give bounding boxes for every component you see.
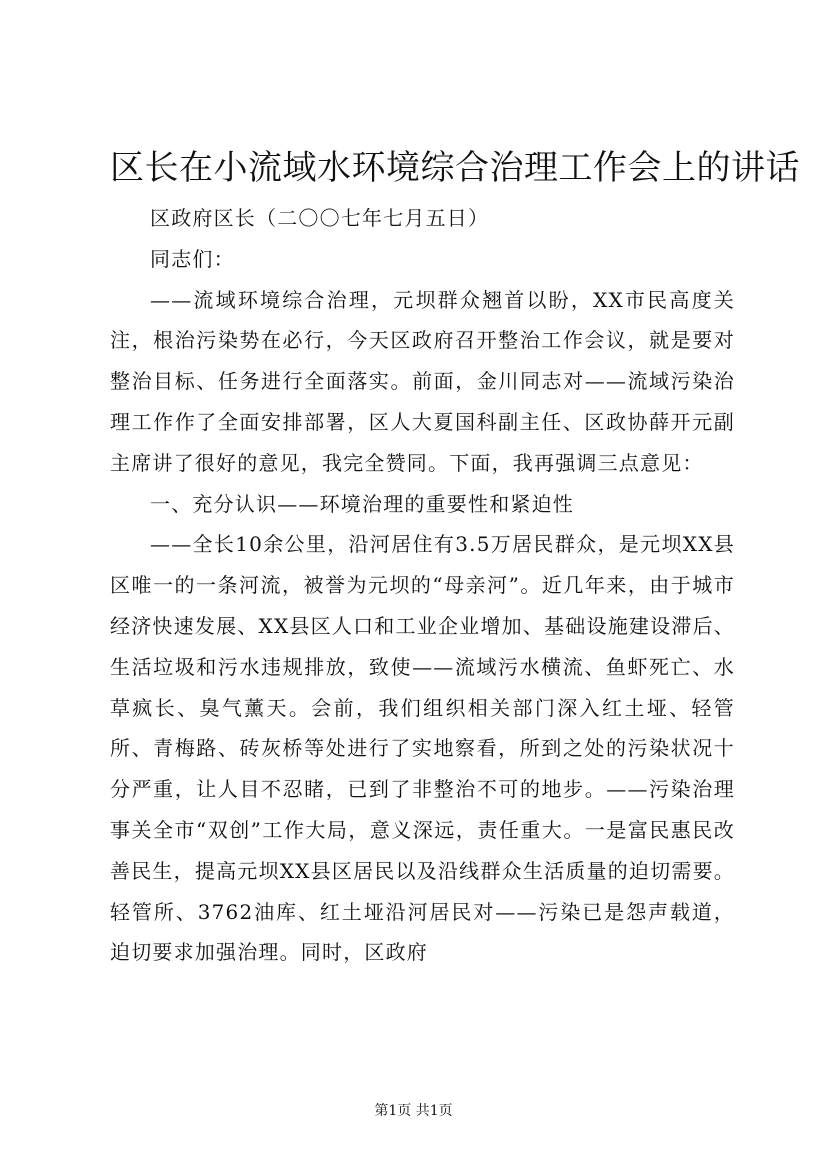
document-body: [110, 198, 735, 973]
section-heading: 一、充分认识——环境治理的重要性和紧迫性: [150, 491, 574, 516]
salutation: 同志们：: [150, 246, 235, 271]
document-title: 区长在小流域水环境综合治理工作会上的讲话: [110, 148, 800, 188]
speaker-line: 区政府区长（二〇〇七年七月五日）: [150, 206, 490, 230]
body-paragraph: ——全长10余公里，沿河居住有3.5万居民群众，是元坝XX县区唯一的一条河流，被誉为元坝的“母亲河”。近几年来，由于城市经济快速发展、XX县区人口和工业企业增加、基础设施建设滞后、生活垃圾和污水违规排放，致使——流域污水横流、鱼虾死亡、水草疯长、臭气薰天。会前，我们组织相关部门深入红土垭、轻管所、青梅路、砖灰桥等处进行了实地察看，所到之处的污染状况十分严重，让人目不忍睹，已到了非整治不可的地步。——污染治理事关全市“双创”工作大局，意义深远，责任重大。一是富民惠民改善民生，提高元坝XX县区居民以及沿线群众生活质量的迫切需要。轻管所、3762油库、红土垭沿河居民对——污染已是怨声载道，迫切要求加强治理。同时，区政府: [110, 532, 735, 965]
body-paragraph: ——流域环境综合治理，元坝群众翘首以盼，XX市民高度关注，根治污染势在必行，今天区政府召开整治工作会议，就是要对整治目标、任务进行全面落实。前面，金川同志对——流域污染治理工作作了全面安排部署，区人大夏国科副主任、区政协薛开元副主席讲了很好的意见，我完全赞同。下面，我再强调三点意见：: [110, 287, 735, 475]
page-footer: 第1页 共1页: [374, 1103, 453, 1119]
